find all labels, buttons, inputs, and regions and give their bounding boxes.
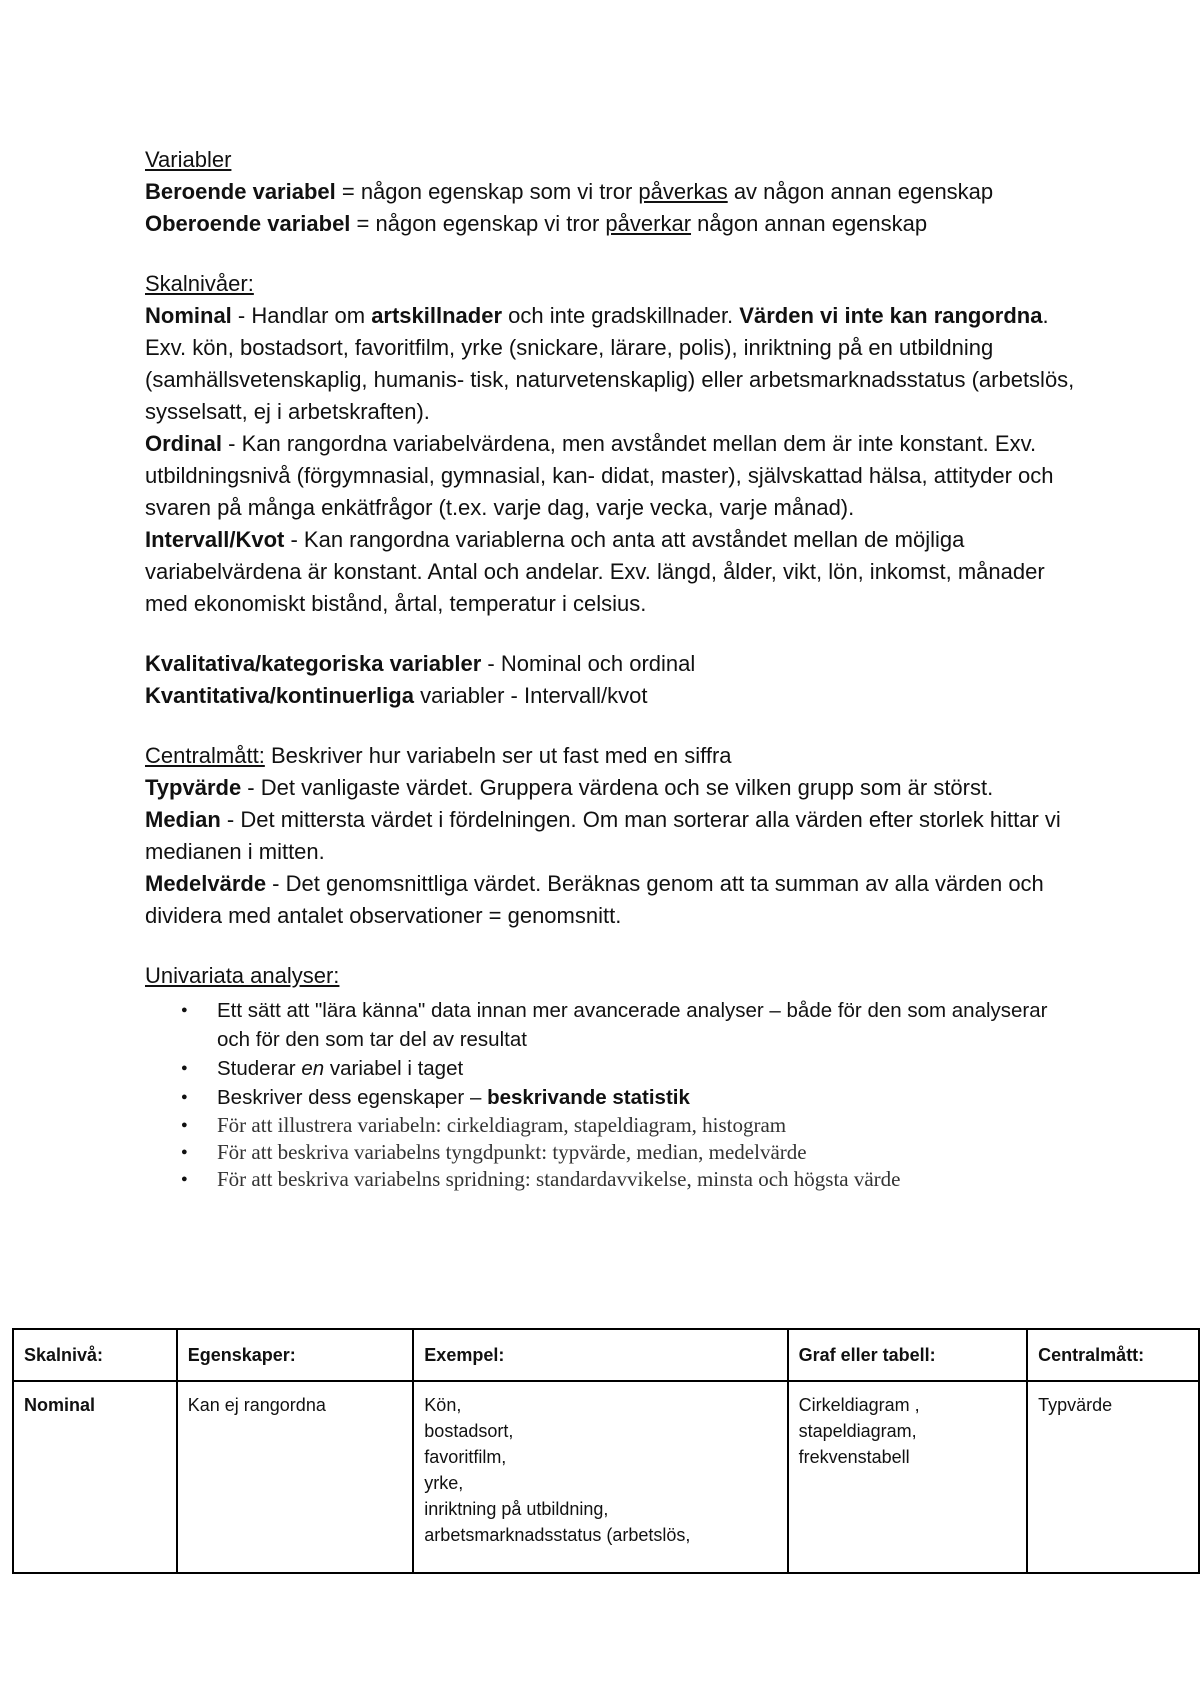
paragraph-oberoende — [145, 208, 1075, 240]
exempel-line: bostadsort, — [424, 1421, 514, 1441]
spacer — [145, 932, 1075, 960]
cell-centralmatt: Typvärde — [1027, 1381, 1199, 1573]
text-median: - Det mittersta värdet i fördelningen. Om man sorterar alla värden efter storlek hittar vi medianen i mitten. — [145, 807, 1061, 864]
list-item-text: Beskriver dess egenskaper – — [217, 1086, 488, 1109]
term-ordinal: Ordinal — [145, 431, 223, 456]
paragraph-ordinal — [145, 428, 1075, 524]
list-item-bold: beskrivande statistik — [487, 1086, 690, 1109]
term-medelvarde: Medelvärde — [145, 871, 267, 896]
header-egenskaper: Egenskaper: — [177, 1329, 414, 1381]
list-item-text: Ett sätt att "lära känna" data innan mer avancerade analyser – både för den som analyserar och för den som tar del av resultat — [217, 999, 1048, 1051]
heading-univariata-text: Univariata analyser: — [145, 963, 340, 988]
list-item-emphasis: en — [301, 1057, 325, 1080]
spacer — [145, 240, 1075, 268]
list-item-text: För att illustrera variabeln: cirkeldiagram, stapeldiagram, histogram — [217, 1113, 787, 1137]
text-oberoende-post: någon annan egenskap — [691, 211, 928, 236]
table-header-row — [13, 1329, 1199, 1381]
term-kvantitativa: Kvantitativa/kontinuerliga — [145, 683, 414, 708]
term-median: Median — [145, 807, 221, 832]
text-beroende-post: av någon annan egenskap — [727, 179, 994, 204]
paragraph-kvantitativa — [145, 680, 1075, 712]
heading-skalnivaer-text: Skalnivåer: — [145, 271, 254, 296]
spacer — [145, 712, 1075, 740]
term-intervall: Intervall/Kvot — [145, 527, 285, 552]
term-beroende: Beroende variabel — [145, 179, 336, 204]
univariata-list — [145, 996, 1075, 1112]
list-item-text: För att beskriva variabelns tyngdpunkt: typvärde, median, medelvärde — [217, 1140, 807, 1164]
paragraph-kvalitativa — [145, 648, 1075, 680]
list-item-text: Studerar — [217, 1057, 302, 1080]
text-oberoende-pre: = någon egenskap vi tror — [350, 211, 606, 236]
univariata-list-serif — [145, 1112, 1075, 1193]
heading-univariata — [145, 960, 1075, 992]
text-typvarde: - Det vanligaste värdet. Gruppera värdena och se vilken grupp som är störst. — [241, 775, 994, 800]
graf-line: frekvenstabell — [798, 1447, 910, 1467]
term-nominal: Nominal — [145, 303, 232, 328]
list-item — [217, 1166, 1075, 1193]
text-medelvarde: - Det genomsnittliga värdet. Beräknas genom att ta summan av alla värden och dividera med antalet observationer = genomsnitt. — [145, 871, 1044, 928]
text-intervall: - Kan rangordna variablerna och anta att avståndet mellan de möjliga variabelvärdena är konstant. Antal och andelar. Exv. längd, ålder, vikt, lön, inkomst, månader med ekonomiskt bistånd, årtal, temperatur i celsius. — [145, 527, 1045, 616]
cell-exempel — [413, 1381, 787, 1573]
text-kvantitativa: variabler - Intervall/kvot — [413, 683, 648, 708]
heading-centralmatt: Centralmått: — [145, 743, 265, 768]
skalniva-table — [12, 1328, 1200, 1574]
list-item-text: För att beskriva variabelns spridning: standardavvikelse, minsta och högsta värde — [217, 1167, 901, 1191]
text-oberoende-underlined: påverkar — [605, 211, 692, 236]
exempel-line: yrke, — [424, 1473, 464, 1493]
term-kvalitativa: Kvalitativa/kategoriska variabler — [145, 651, 482, 676]
spacer — [145, 620, 1075, 648]
text-nominal-3: . Exv. kön, bostadsort, favoritfilm, yrke (snickare, lärare, polis), inriktning på en utbildning (samhällsvetenskaplig, humanis- tisk, naturvetenskaplig) eller arbetsmarknadsstatus (arbetslös, sysselsatt, ej i arbetskraften). — [145, 303, 1075, 424]
heading-variabler-text: Variabler — [145, 147, 232, 172]
exempel-line: Kön, — [424, 1395, 462, 1415]
exempel-line: favoritfilm, — [424, 1447, 507, 1467]
header-exempel: Exempel: — [413, 1329, 787, 1381]
header-centralmatt: Centralmått: — [1027, 1329, 1199, 1381]
cell-egenskaper: Kan ej rangordna — [177, 1381, 414, 1573]
paragraph-beroende — [145, 176, 1075, 208]
table-row — [13, 1381, 1199, 1573]
cell-graf — [788, 1381, 1028, 1573]
list-item — [217, 1083, 1075, 1112]
list-item — [217, 1139, 1075, 1166]
list-item — [217, 1112, 1075, 1139]
paragraph-typvarde — [145, 772, 1075, 804]
paragraph-median — [145, 804, 1075, 868]
graf-line: Cirkeldiagram , — [798, 1395, 920, 1415]
text-nominal-1: - Handlar om — [231, 303, 372, 328]
header-graf: Graf eller tabell: — [788, 1329, 1028, 1381]
document-body — [145, 144, 1075, 1193]
bold-varden-rangordna: Värden vi inte kan rangordna — [739, 303, 1043, 328]
list-item — [217, 1054, 1075, 1083]
paragraph-medelvarde — [145, 868, 1075, 932]
cell-skalniva — [13, 1381, 177, 1573]
exempel-line: arbetsmarknadsstatus (arbetslös, — [424, 1525, 691, 1545]
header-skalniva: Skalnivå: — [13, 1329, 177, 1381]
cell-skalniva-text: Nominal — [24, 1395, 96, 1415]
paragraph-centralmatt — [145, 740, 1075, 772]
term-oberoende: Oberoende variabel — [145, 211, 351, 236]
paragraph-intervall — [145, 524, 1075, 620]
term-typvarde: Typvärde — [145, 775, 242, 800]
list-item — [217, 996, 1075, 1054]
heading-variabler — [145, 144, 1075, 176]
paragraph-nominal — [145, 300, 1075, 428]
list-item-text: variabel i taget — [324, 1057, 464, 1080]
heading-skalnivaer — [145, 268, 1075, 300]
text-nominal-2: och inte gradskillnader. — [502, 303, 740, 328]
exempel-line: inriktning på utbildning, — [424, 1499, 609, 1519]
graf-line: stapeldiagram, — [798, 1421, 917, 1441]
text-beroende-pre: = någon egenskap som vi tror — [335, 179, 639, 204]
text-centralmatt-intro: Beskriver hur variabeln ser ut fast med en siffra — [264, 743, 732, 768]
text-kvalitativa: - Nominal och ordinal — [481, 651, 696, 676]
bold-artskillnader: artskillnader — [371, 303, 503, 328]
text-ordinal: - Kan rangordna variabelvärdena, men avståndet mellan dem är inte konstant. Exv. utbildningsnivå (förgymnasial, gymnasial, kan- didat, master), självskattad hälsa, attityder och svaren på många enkätfrågor (t.ex. varje dag, varje vecka, varje månad). — [145, 431, 1054, 520]
text-beroende-underlined: påverkas — [638, 179, 728, 204]
